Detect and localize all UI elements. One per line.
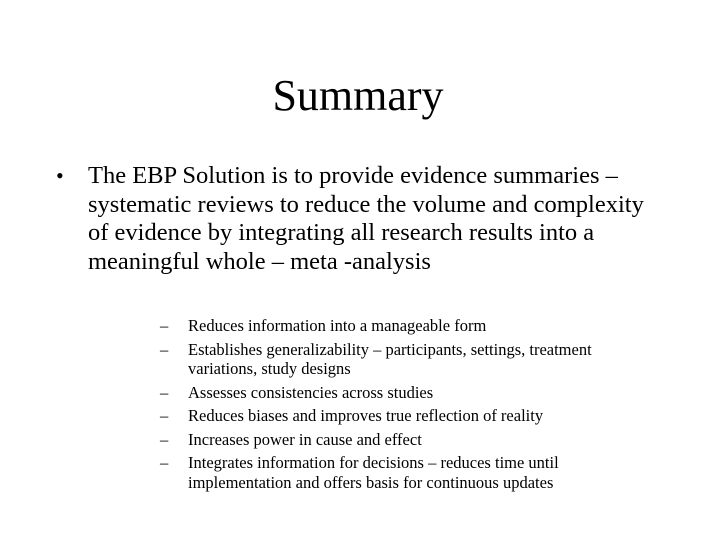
bullet-marker: •: [56, 163, 64, 188]
sub-bullet-text: Integrates information for decisions – reduces time until implementation and offers basis for continuous updates: [188, 453, 559, 492]
dash-marker: –: [160, 453, 169, 472]
sub-bullet-item: [160, 453, 660, 492]
sub-bullet-list: [160, 316, 660, 496]
sub-bullet-text: Reduces information into a manageable form: [188, 316, 487, 335]
dash-marker: –: [160, 316, 169, 335]
dash-marker: –: [160, 382, 169, 402]
sub-bullet-item: [160, 430, 660, 450]
sub-bullet-text: Assesses consistencies across studies: [188, 382, 434, 402]
slide-title: Summary: [272, 71, 444, 120]
sub-bullet-item: [160, 406, 660, 426]
dash-marker: –: [160, 429, 169, 449]
sub-bullet-text: Increases power in cause and effect: [188, 429, 422, 449]
main-bullet-list: [56, 162, 666, 276]
sub-bullet-item: [160, 316, 660, 336]
dash-marker: –: [160, 339, 169, 359]
sub-bullet-text: Establishes generalizability – participants, settings, treatment variations, study designs: [188, 339, 592, 378]
sub-bullet-item: [160, 383, 660, 403]
sub-bullet-item: [160, 340, 660, 379]
dash-marker: –: [160, 406, 169, 425]
main-bullet-text: The EBP Solution is to provide evidence summaries – systematic reviews to reduce the volume and complexity of evidence by integrating all research results into a meaningful whole – meta -analysis: [88, 162, 644, 275]
main-bullet-item: [56, 162, 666, 276]
sub-bullet-text: Reduces biases and improves true reflection of reality: [188, 406, 544, 425]
